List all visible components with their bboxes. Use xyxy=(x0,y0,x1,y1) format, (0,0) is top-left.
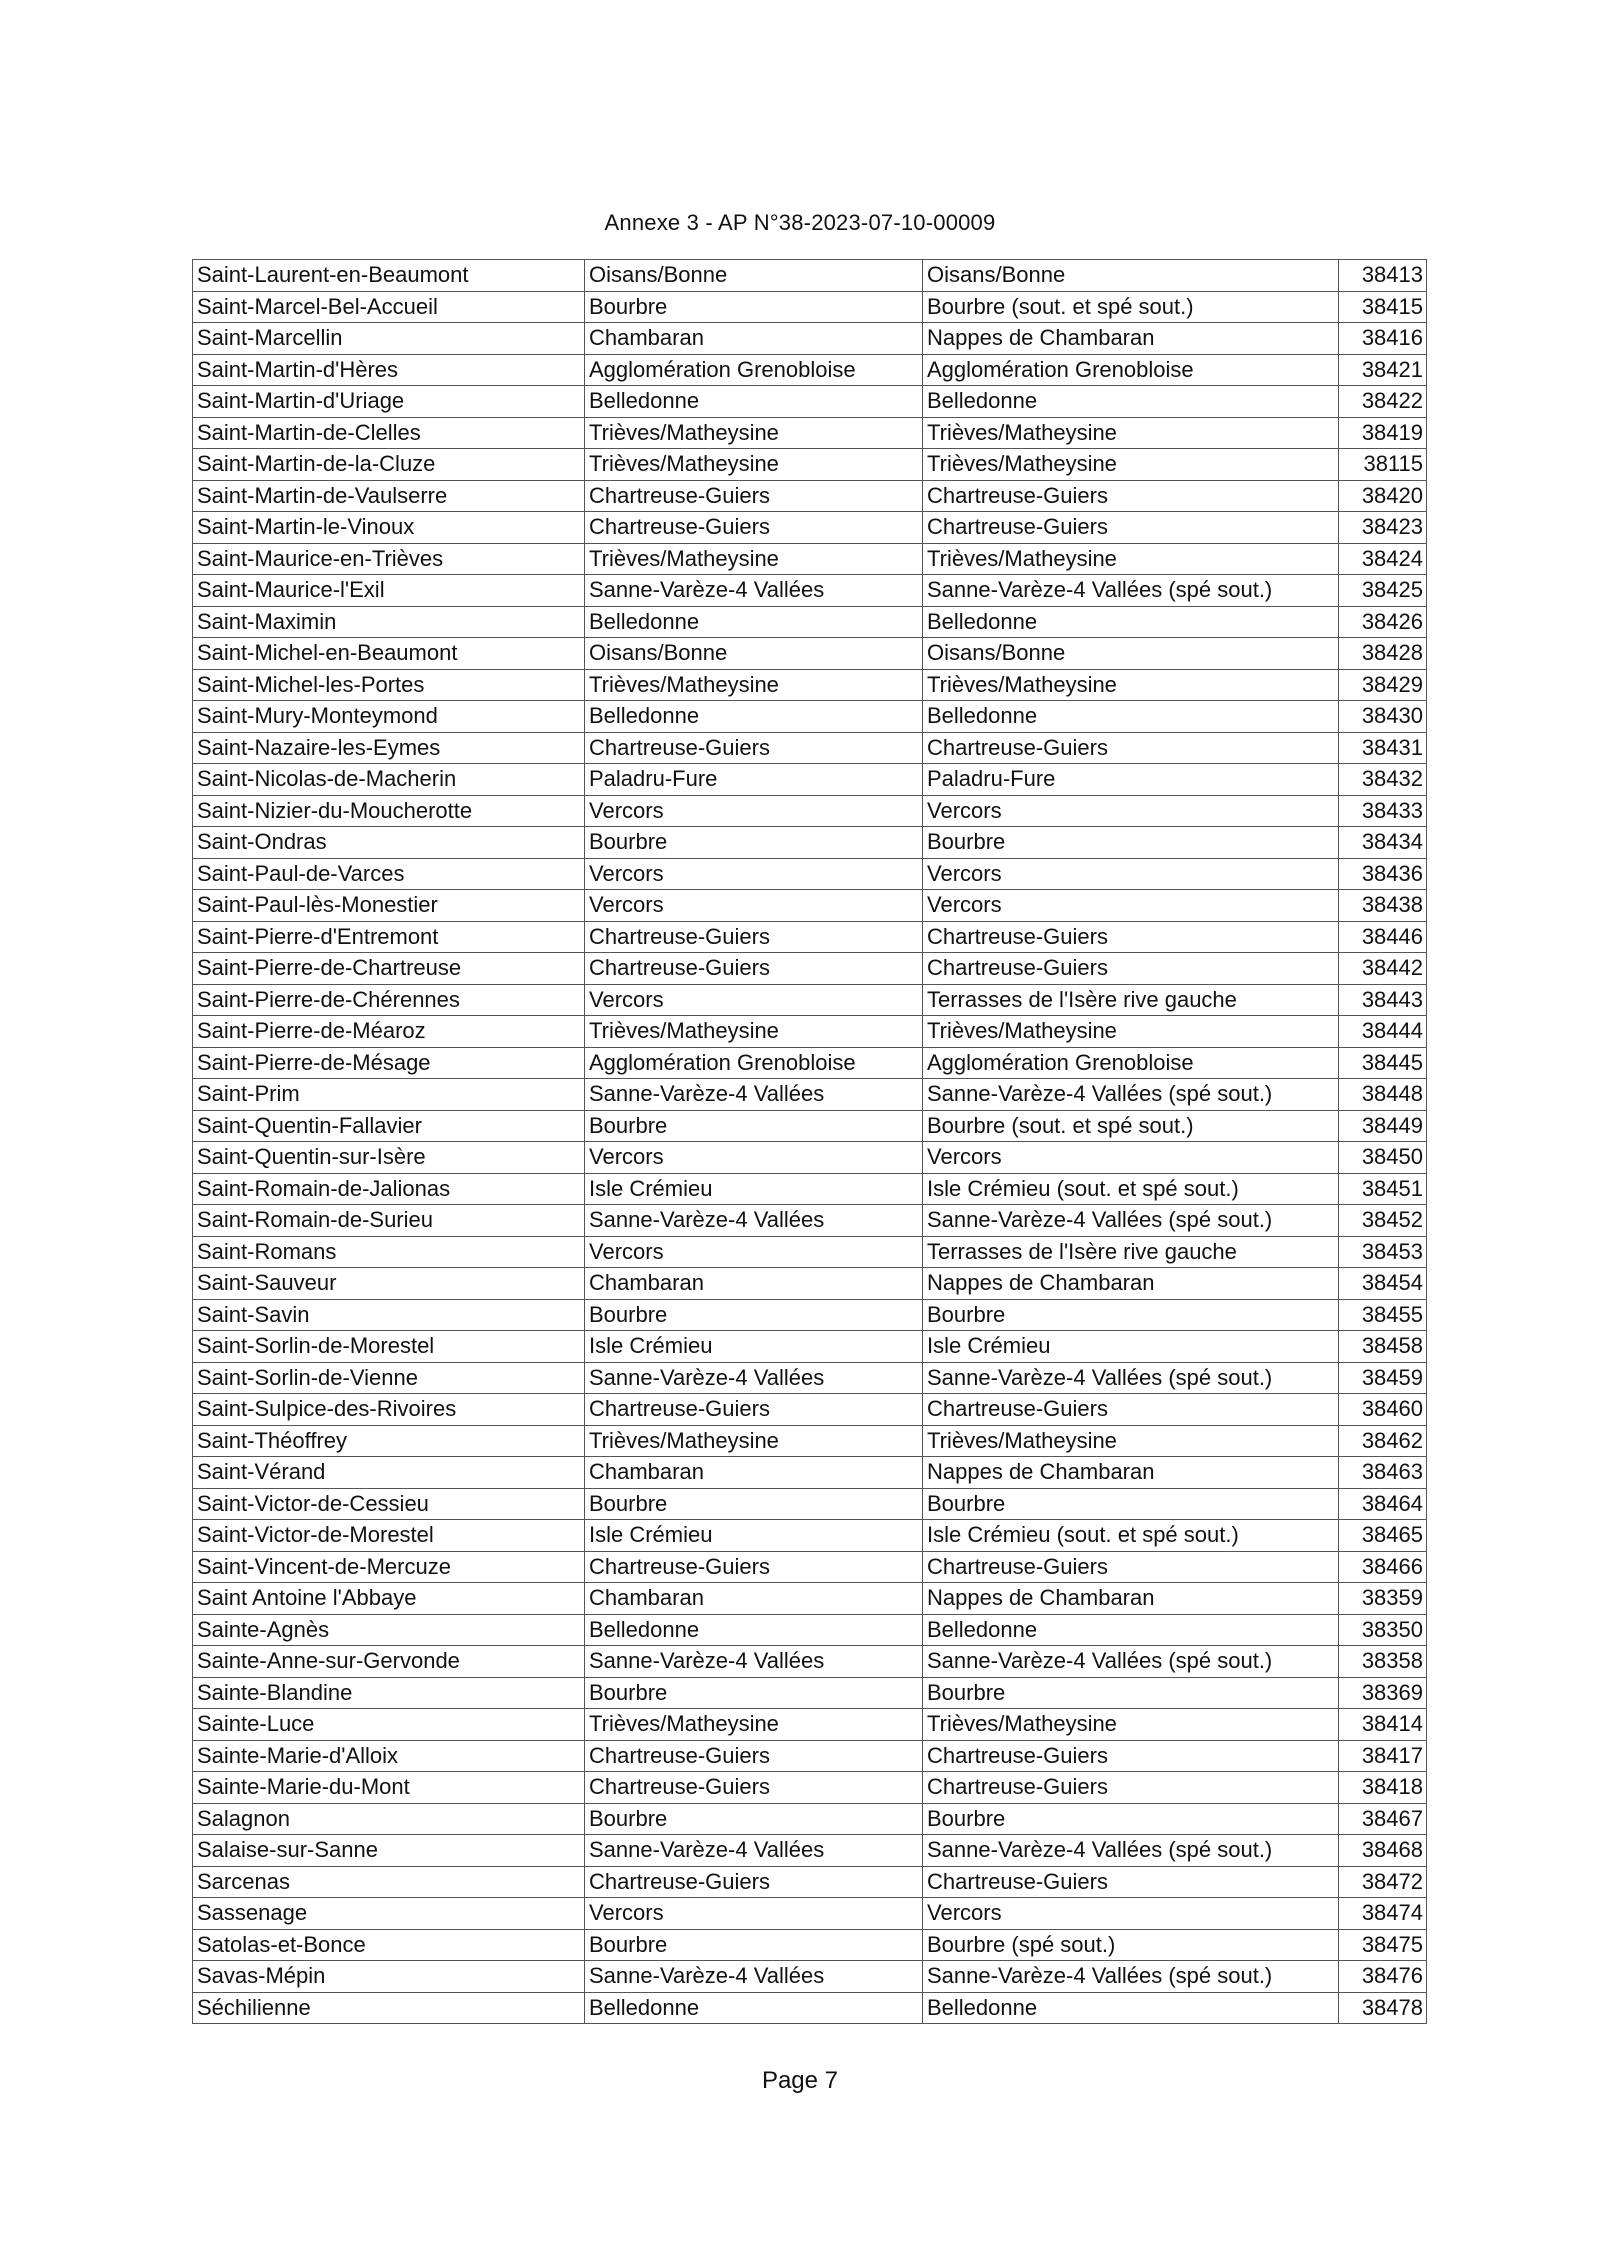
zone-cell: Trièves/Matheysine xyxy=(585,1709,923,1741)
sub-zone-cell: Bourbre xyxy=(923,1299,1339,1331)
table-row xyxy=(193,1079,1427,1111)
insee-code-cell: 38445 xyxy=(1339,1047,1427,1079)
table-row xyxy=(193,827,1427,859)
table-row xyxy=(193,1205,1427,1237)
insee-code-cell: 38466 xyxy=(1339,1551,1427,1583)
zone-cell: Vercors xyxy=(585,795,923,827)
sub-zone-cell: Chartreuse-Guiers xyxy=(923,480,1339,512)
insee-code-cell: 38425 xyxy=(1339,575,1427,607)
zone-cell: Vercors xyxy=(585,1236,923,1268)
sub-zone-cell: Vercors xyxy=(923,1898,1339,1930)
table-row xyxy=(193,1457,1427,1489)
commune-cell: Saint-Victor-de-Morestel xyxy=(193,1520,585,1552)
sub-zone-cell: Vercors xyxy=(923,1142,1339,1174)
sub-zone-cell: Belledonne xyxy=(923,386,1339,418)
zone-cell: Chartreuse-Guiers xyxy=(585,953,923,985)
insee-code-cell: 38433 xyxy=(1339,795,1427,827)
zone-cell: Sanne-Varèze-4 Vallées xyxy=(585,575,923,607)
sub-zone-cell: Sanne-Varèze-4 Vallées (spé sout.) xyxy=(923,1646,1339,1678)
zone-cell: Belledonne xyxy=(585,701,923,733)
table-row xyxy=(193,1740,1427,1772)
sub-zone-cell: Nappes de Chambaran xyxy=(923,1457,1339,1489)
commune-cell: Saint-Pierre-de-Chartreuse xyxy=(193,953,585,985)
sub-zone-cell: Sanne-Varèze-4 Vallées (spé sout.) xyxy=(923,1079,1339,1111)
sub-zone-cell: Trièves/Matheysine xyxy=(923,449,1339,481)
zone-cell: Bourbre xyxy=(585,827,923,859)
commune-cell: Satolas-et-Bonce xyxy=(193,1929,585,1961)
sub-zone-cell: Trièves/Matheysine xyxy=(923,1709,1339,1741)
commune-cell: Salagnon xyxy=(193,1803,585,1835)
commune-cell: Saint-Quentin-sur-Isère xyxy=(193,1142,585,1174)
insee-code-cell: 38454 xyxy=(1339,1268,1427,1300)
table-row xyxy=(193,638,1427,670)
sub-zone-cell: Agglomération Grenobloise xyxy=(923,1047,1339,1079)
insee-code-cell: 38468 xyxy=(1339,1835,1427,1867)
table-row xyxy=(193,1173,1427,1205)
commune-cell: Sainte-Agnès xyxy=(193,1614,585,1646)
sub-zone-cell: Bourbre (sout. et spé sout.) xyxy=(923,1110,1339,1142)
table-row xyxy=(193,1709,1427,1741)
sub-zone-cell: Chartreuse-Guiers xyxy=(923,1866,1339,1898)
table-row xyxy=(193,543,1427,575)
commune-cell: Saint-Savin xyxy=(193,1299,585,1331)
insee-code-cell: 38450 xyxy=(1339,1142,1427,1174)
commune-cell: Saint-Romans xyxy=(193,1236,585,1268)
table-row xyxy=(193,1142,1427,1174)
table-row xyxy=(193,764,1427,796)
zone-cell: Vercors xyxy=(585,890,923,922)
zone-cell: Chartreuse-Guiers xyxy=(585,1740,923,1772)
insee-code-cell: 38467 xyxy=(1339,1803,1427,1835)
insee-code-cell: 38446 xyxy=(1339,921,1427,953)
table-row xyxy=(193,1992,1427,2024)
sub-zone-cell: Nappes de Chambaran xyxy=(923,1583,1339,1615)
table-row xyxy=(193,354,1427,386)
commune-cell: Saint-Ondras xyxy=(193,827,585,859)
sub-zone-cell: Belledonne xyxy=(923,1614,1339,1646)
zone-cell: Sanne-Varèze-4 Vallées xyxy=(585,1079,923,1111)
sub-zone-cell: Sanne-Varèze-4 Vallées (spé sout.) xyxy=(923,1205,1339,1237)
zone-cell: Chartreuse-Guiers xyxy=(585,1551,923,1583)
sub-zone-cell: Terrasses de l'Isère rive gauche xyxy=(923,1236,1339,1268)
table-row xyxy=(193,1016,1427,1048)
zone-cell: Sanne-Varèze-4 Vallées xyxy=(585,1646,923,1678)
commune-cell: Saint-Laurent-en-Beaumont xyxy=(193,260,585,292)
sub-zone-cell: Oisans/Bonne xyxy=(923,260,1339,292)
insee-code-cell: 38462 xyxy=(1339,1425,1427,1457)
zone-cell: Trièves/Matheysine xyxy=(585,449,923,481)
zone-cell: Chambaran xyxy=(585,1268,923,1300)
commune-cell: Saint-Vérand xyxy=(193,1457,585,1489)
table-row xyxy=(193,1394,1427,1426)
commune-cell: Sainte-Marie-du-Mont xyxy=(193,1772,585,1804)
zone-cell: Paladru-Fure xyxy=(585,764,923,796)
insee-code-cell: 38475 xyxy=(1339,1929,1427,1961)
zone-cell: Sanne-Varèze-4 Vallées xyxy=(585,1835,923,1867)
commune-cell: Sainte-Blandine xyxy=(193,1677,585,1709)
insee-code-cell: 38418 xyxy=(1339,1772,1427,1804)
insee-code-cell: 38438 xyxy=(1339,890,1427,922)
zone-cell: Chartreuse-Guiers xyxy=(585,512,923,544)
insee-code-cell: 38455 xyxy=(1339,1299,1427,1331)
commune-cell: Sainte-Luce xyxy=(193,1709,585,1741)
table-row xyxy=(193,1677,1427,1709)
sub-zone-cell: Chartreuse-Guiers xyxy=(923,1394,1339,1426)
zone-cell: Sanne-Varèze-4 Vallées xyxy=(585,1961,923,1993)
table-row xyxy=(193,1929,1427,1961)
insee-code-cell: 38424 xyxy=(1339,543,1427,575)
table-row xyxy=(193,260,1427,292)
insee-code-cell: 38359 xyxy=(1339,1583,1427,1615)
sub-zone-cell: Oisans/Bonne xyxy=(923,638,1339,670)
zone-cell: Belledonne xyxy=(585,1614,923,1646)
commune-cell: Saint-Victor-de-Cessieu xyxy=(193,1488,585,1520)
sub-zone-cell: Belledonne xyxy=(923,1992,1339,2024)
zone-cell: Sanne-Varèze-4 Vallées xyxy=(585,1205,923,1237)
commune-cell: Sarcenas xyxy=(193,1866,585,1898)
zone-cell: Vercors xyxy=(585,1142,923,1174)
commune-cell: Saint-Sauveur xyxy=(193,1268,585,1300)
sub-zone-cell: Trièves/Matheysine xyxy=(923,669,1339,701)
table-row xyxy=(193,1520,1427,1552)
sub-zone-cell: Agglomération Grenobloise xyxy=(923,354,1339,386)
insee-code-cell: 38413 xyxy=(1339,260,1427,292)
table-row xyxy=(193,1583,1427,1615)
sub-zone-cell: Belledonne xyxy=(923,701,1339,733)
commune-cell: Saint-Martin-d'Hères xyxy=(193,354,585,386)
insee-code-cell: 38422 xyxy=(1339,386,1427,418)
table-row xyxy=(193,1110,1427,1142)
table-row xyxy=(193,890,1427,922)
commune-cell: Saint-Sorlin-de-Vienne xyxy=(193,1362,585,1394)
zone-cell: Chartreuse-Guiers xyxy=(585,1866,923,1898)
zone-cell: Chartreuse-Guiers xyxy=(585,1772,923,1804)
zone-cell: Bourbre xyxy=(585,1488,923,1520)
page-number: Page 7 xyxy=(761,2067,839,2094)
zone-cell: Trièves/Matheysine xyxy=(585,1016,923,1048)
sub-zone-cell: Chartreuse-Guiers xyxy=(923,1740,1339,1772)
page-title: Annexe 3 - AP N°38-2023-07-10-00009 xyxy=(604,210,996,235)
table-row xyxy=(193,953,1427,985)
commune-cell: Saint-Sorlin-de-Morestel xyxy=(193,1331,585,1363)
table-row xyxy=(193,921,1427,953)
zone-cell: Chambaran xyxy=(585,1457,923,1489)
insee-code-cell: 38423 xyxy=(1339,512,1427,544)
table-row xyxy=(193,1047,1427,1079)
insee-code-cell: 38452 xyxy=(1339,1205,1427,1237)
table-row xyxy=(193,1488,1427,1520)
table-row xyxy=(193,984,1427,1016)
commune-cell: Saint-Nazaire-les-Eymes xyxy=(193,732,585,764)
sub-zone-cell: Chartreuse-Guiers xyxy=(923,921,1339,953)
insee-code-cell: 38358 xyxy=(1339,1646,1427,1678)
table-row xyxy=(193,1866,1427,1898)
sub-zone-cell: Sanne-Varèze-4 Vallées (spé sout.) xyxy=(923,1835,1339,1867)
table-row xyxy=(193,386,1427,418)
insee-code-cell: 38115 xyxy=(1339,449,1427,481)
zone-cell: Vercors xyxy=(585,1898,923,1930)
table-row xyxy=(193,732,1427,764)
sub-zone-cell: Trièves/Matheysine xyxy=(923,1016,1339,1048)
zone-cell: Isle Crémieu xyxy=(585,1520,923,1552)
zone-cell: Oisans/Bonne xyxy=(585,638,923,670)
insee-code-cell: 38453 xyxy=(1339,1236,1427,1268)
insee-code-cell: 38431 xyxy=(1339,732,1427,764)
zone-cell: Bourbre xyxy=(585,1299,923,1331)
commune-cell: Saint-Romain-de-Surieu xyxy=(193,1205,585,1237)
table-row xyxy=(193,1835,1427,1867)
insee-code-cell: 38434 xyxy=(1339,827,1427,859)
insee-code-cell: 38442 xyxy=(1339,953,1427,985)
zone-cell: Bourbre xyxy=(585,1110,923,1142)
zone-cell: Agglomération Grenobloise xyxy=(585,1047,923,1079)
insee-code-cell: 38420 xyxy=(1339,480,1427,512)
communes-table xyxy=(192,259,1427,2024)
sub-zone-cell: Trièves/Matheysine xyxy=(923,417,1339,449)
commune-cell: Séchilienne xyxy=(193,1992,585,2024)
table-row xyxy=(193,795,1427,827)
commune-cell: Salaise-sur-Sanne xyxy=(193,1835,585,1867)
sub-zone-cell: Bourbre xyxy=(923,1803,1339,1835)
table-row xyxy=(193,449,1427,481)
commune-cell: Savas-Mépin xyxy=(193,1961,585,1993)
commune-cell: Saint-Prim xyxy=(193,1079,585,1111)
commune-cell: Saint-Nizier-du-Moucherotte xyxy=(193,795,585,827)
commune-cell: Saint-Martin-de-Clelles xyxy=(193,417,585,449)
sub-zone-cell: Chartreuse-Guiers xyxy=(923,1772,1339,1804)
sub-zone-cell: Nappes de Chambaran xyxy=(923,323,1339,355)
table-row xyxy=(193,858,1427,890)
table-row xyxy=(193,1614,1427,1646)
sub-zone-cell: Isle Crémieu (sout. et spé sout.) xyxy=(923,1173,1339,1205)
sub-zone-cell: Bourbre xyxy=(923,1488,1339,1520)
insee-code-cell: 38478 xyxy=(1339,1992,1427,2024)
insee-code-cell: 38465 xyxy=(1339,1520,1427,1552)
table-row xyxy=(193,1362,1427,1394)
table-row xyxy=(193,669,1427,701)
commune-cell: Saint-Maximin xyxy=(193,606,585,638)
commune-cell: Saint-Romain-de-Jalionas xyxy=(193,1173,585,1205)
sub-zone-cell: Bourbre xyxy=(923,827,1339,859)
zone-cell: Belledonne xyxy=(585,1992,923,2024)
zone-cell: Trièves/Matheysine xyxy=(585,417,923,449)
sub-zone-cell: Sanne-Varèze-4 Vallées (spé sout.) xyxy=(923,575,1339,607)
insee-code-cell: 38436 xyxy=(1339,858,1427,890)
commune-cell: Saint-Nicolas-de-Macherin xyxy=(193,764,585,796)
commune-cell: Sassenage xyxy=(193,1898,585,1930)
communes-table-container xyxy=(192,259,1426,2024)
sub-zone-cell: Chartreuse-Guiers xyxy=(923,512,1339,544)
sub-zone-cell: Nappes de Chambaran xyxy=(923,1268,1339,1300)
zone-cell: Sanne-Varèze-4 Vallées xyxy=(585,1362,923,1394)
table-row xyxy=(193,1299,1427,1331)
sub-zone-cell: Bourbre (spé sout.) xyxy=(923,1929,1339,1961)
insee-code-cell: 38459 xyxy=(1339,1362,1427,1394)
table-row xyxy=(193,1551,1427,1583)
insee-code-cell: 38448 xyxy=(1339,1079,1427,1111)
commune-cell: Saint-Maurice-l'Exil xyxy=(193,575,585,607)
insee-code-cell: 38464 xyxy=(1339,1488,1427,1520)
commune-cell: Saint Antoine l'Abbaye xyxy=(193,1583,585,1615)
zone-cell: Isle Crémieu xyxy=(585,1173,923,1205)
commune-cell: Saint-Paul-de-Varces xyxy=(193,858,585,890)
commune-cell: Saint-Martin-le-Vinoux xyxy=(193,512,585,544)
zone-cell: Chartreuse-Guiers xyxy=(585,480,923,512)
table-body xyxy=(193,260,1427,2024)
commune-cell: Saint-Pierre-de-Chérennes xyxy=(193,984,585,1016)
sub-zone-cell: Chartreuse-Guiers xyxy=(923,1551,1339,1583)
sub-zone-cell: Terrasses de l'Isère rive gauche xyxy=(923,984,1339,1016)
table-row xyxy=(193,291,1427,323)
commune-cell: Saint-Quentin-Fallavier xyxy=(193,1110,585,1142)
table-row xyxy=(193,1898,1427,1930)
commune-cell: Saint-Pierre-de-Mésage xyxy=(193,1047,585,1079)
sub-zone-cell: Trièves/Matheysine xyxy=(923,1425,1339,1457)
zone-cell: Belledonne xyxy=(585,606,923,638)
sub-zone-cell: Chartreuse-Guiers xyxy=(923,732,1339,764)
insee-code-cell: 38443 xyxy=(1339,984,1427,1016)
table-row xyxy=(193,701,1427,733)
sub-zone-cell: Vercors xyxy=(923,858,1339,890)
commune-cell: Sainte-Anne-sur-Gervonde xyxy=(193,1646,585,1678)
zone-cell: Chartreuse-Guiers xyxy=(585,1394,923,1426)
insee-code-cell: 38458 xyxy=(1339,1331,1427,1363)
zone-cell: Vercors xyxy=(585,984,923,1016)
zone-cell: Trièves/Matheysine xyxy=(585,1425,923,1457)
sub-zone-cell: Vercors xyxy=(923,795,1339,827)
insee-code-cell: 38415 xyxy=(1339,291,1427,323)
sub-zone-cell: Paladru-Fure xyxy=(923,764,1339,796)
zone-cell: Bourbre xyxy=(585,1803,923,1835)
sub-zone-cell: Sanne-Varèze-4 Vallées (spé sout.) xyxy=(923,1362,1339,1394)
insee-code-cell: 38426 xyxy=(1339,606,1427,638)
insee-code-cell: 38419 xyxy=(1339,417,1427,449)
zone-cell: Isle Crémieu xyxy=(585,1331,923,1363)
zone-cell: Bourbre xyxy=(585,291,923,323)
zone-cell: Trièves/Matheysine xyxy=(585,543,923,575)
commune-cell: Saint-Maurice-en-Trièves xyxy=(193,543,585,575)
insee-code-cell: 38444 xyxy=(1339,1016,1427,1048)
commune-cell: Saint-Sulpice-des-Rivoires xyxy=(193,1394,585,1426)
table-row xyxy=(193,1961,1427,1993)
table-row xyxy=(193,575,1427,607)
zone-cell: Agglomération Grenobloise xyxy=(585,354,923,386)
table-row xyxy=(193,417,1427,449)
commune-cell: Saint-Martin-de-la-Cluze xyxy=(193,449,585,481)
zone-cell: Trièves/Matheysine xyxy=(585,669,923,701)
sub-zone-cell: Vercors xyxy=(923,890,1339,922)
insee-code-cell: 38476 xyxy=(1339,1961,1427,1993)
zone-cell: Bourbre xyxy=(585,1929,923,1961)
insee-code-cell: 38417 xyxy=(1339,1740,1427,1772)
table-row xyxy=(193,1772,1427,1804)
sub-zone-cell: Bourbre (sout. et spé sout.) xyxy=(923,291,1339,323)
sub-zone-cell: Sanne-Varèze-4 Vallées (spé sout.) xyxy=(923,1961,1339,1993)
table-row xyxy=(193,480,1427,512)
commune-cell: Sainte-Marie-d'Alloix xyxy=(193,1740,585,1772)
zone-cell: Belledonne xyxy=(585,386,923,418)
zone-cell: Vercors xyxy=(585,858,923,890)
insee-code-cell: 38429 xyxy=(1339,669,1427,701)
insee-code-cell: 38432 xyxy=(1339,764,1427,796)
table-row xyxy=(193,1425,1427,1457)
commune-cell: Saint-Martin-d'Uriage xyxy=(193,386,585,418)
table-row xyxy=(193,1236,1427,1268)
commune-cell: Saint-Martin-de-Vaulserre xyxy=(193,480,585,512)
commune-cell: Saint-Paul-lès-Monestier xyxy=(193,890,585,922)
commune-cell: Saint-Pierre-de-Méaroz xyxy=(193,1016,585,1048)
insee-code-cell: 38369 xyxy=(1339,1677,1427,1709)
sub-zone-cell: Trièves/Matheysine xyxy=(923,543,1339,575)
insee-code-cell: 38472 xyxy=(1339,1866,1427,1898)
insee-code-cell: 38449 xyxy=(1339,1110,1427,1142)
sub-zone-cell: Bourbre xyxy=(923,1677,1339,1709)
insee-code-cell: 38421 xyxy=(1339,354,1427,386)
insee-code-cell: 38414 xyxy=(1339,1709,1427,1741)
commune-cell: Saint-Pierre-d'Entremont xyxy=(193,921,585,953)
commune-cell: Saint-Marcellin xyxy=(193,323,585,355)
sub-zone-cell: Chartreuse-Guiers xyxy=(923,953,1339,985)
commune-cell: Saint-Théoffrey xyxy=(193,1425,585,1457)
insee-code-cell: 38416 xyxy=(1339,323,1427,355)
insee-code-cell: 38428 xyxy=(1339,638,1427,670)
insee-code-cell: 38474 xyxy=(1339,1898,1427,1930)
insee-code-cell: 38463 xyxy=(1339,1457,1427,1489)
zone-cell: Chambaran xyxy=(585,1583,923,1615)
insee-code-cell: 38451 xyxy=(1339,1173,1427,1205)
table-row xyxy=(193,323,1427,355)
insee-code-cell: 38460 xyxy=(1339,1394,1427,1426)
commune-cell: Saint-Vincent-de-Mercuze xyxy=(193,1551,585,1583)
commune-cell: Saint-Marcel-Bel-Accueil xyxy=(193,291,585,323)
table-row xyxy=(193,606,1427,638)
table-row xyxy=(193,1268,1427,1300)
table-row xyxy=(193,1646,1427,1678)
table-row xyxy=(193,512,1427,544)
commune-cell: Saint-Michel-les-Portes xyxy=(193,669,585,701)
zone-cell: Bourbre xyxy=(585,1677,923,1709)
sub-zone-cell: Belledonne xyxy=(923,606,1339,638)
insee-code-cell: 38430 xyxy=(1339,701,1427,733)
zone-cell: Chambaran xyxy=(585,323,923,355)
sub-zone-cell: Isle Crémieu xyxy=(923,1331,1339,1363)
table-row xyxy=(193,1803,1427,1835)
commune-cell: Saint-Michel-en-Beaumont xyxy=(193,638,585,670)
sub-zone-cell: Isle Crémieu (sout. et spé sout.) xyxy=(923,1520,1339,1552)
zone-cell: Chartreuse-Guiers xyxy=(585,732,923,764)
table-row xyxy=(193,1331,1427,1363)
commune-cell: Saint-Mury-Monteymond xyxy=(193,701,585,733)
zone-cell: Chartreuse-Guiers xyxy=(585,921,923,953)
zone-cell: Oisans/Bonne xyxy=(585,260,923,292)
insee-code-cell: 38350 xyxy=(1339,1614,1427,1646)
